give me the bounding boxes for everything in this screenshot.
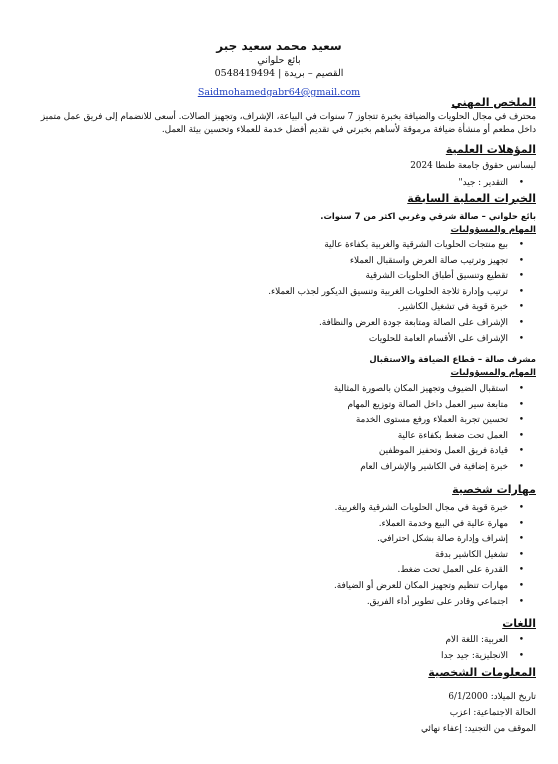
- contact-line: القصيم – بريدة | 0548419494: [214, 68, 344, 79]
- job-title: بائع حلواني: [257, 55, 301, 66]
- personal-info-heading: المعلومات الشخصية: [428, 666, 536, 679]
- education-grade: • التقدير : جيد": [459, 176, 536, 192]
- marital-status-row: [450, 706, 536, 721]
- list-item: • العمل تحت ضغط بكفاءة عالية: [334, 429, 536, 445]
- list-item: • تشغيل الكاشير بدقة: [334, 548, 536, 564]
- skills-list: [334, 501, 536, 610]
- birth-date-value: 6/1/2000: [448, 692, 488, 702]
- list-item: • مهارات تنظيم وتجهيز المكان للعرض أو الضيافة.: [334, 579, 536, 595]
- list-item: • مهارة عالية في البيع وخدمة العملاء.: [334, 517, 536, 533]
- email-link[interactable]: Saidmohamedgabr64@gmail.com: [197, 87, 361, 98]
- languages-list: [441, 633, 536, 664]
- job2-title: مشرف صالة – قطاع الضيافة والاستقبال: [369, 354, 536, 364]
- military-status-label: الموقف من التجنيد:: [464, 724, 536, 734]
- job2-duties-heading: المهام والمسؤوليات: [450, 368, 536, 378]
- list-item: • بيع منتجات الحلويات الشرقية والغربية بكفاءة عالية: [268, 238, 536, 254]
- list-item: • الانجليزية: جيد جدا: [441, 649, 536, 665]
- list-item: • اجتماعي وقادر على تطوير أداء الفريق.: [334, 595, 536, 611]
- list-item: • تقطيع وتنسيق أطباق الحلويات الشرقية: [268, 269, 536, 285]
- job2-duties-list: [334, 382, 536, 476]
- skills-heading: مهارات شخصية: [452, 483, 536, 496]
- list-item: • خبرة إضافية في الكاشير والإشراف العام: [334, 460, 536, 476]
- marital-status-value: اعزب: [449, 708, 471, 718]
- list-item: • الإشراف على الصالة ومتابعة جودة العرض والنظافة.: [268, 316, 536, 332]
- education-heading: المؤهلات العلمية: [445, 143, 536, 156]
- resume-header: [0, 38, 558, 99]
- military-status-row: [421, 722, 536, 737]
- marital-status-label: الحالة الاجتماعية:: [473, 708, 536, 718]
- list-item: • تجهيز وترتيب صالة العرض واستقبال العملاء: [268, 254, 536, 270]
- summary-heading: الملخص المهني: [451, 96, 536, 109]
- education-degree: ليسانس حقوق جامعة طنطا 2024: [410, 161, 536, 171]
- languages-heading: اللغات: [502, 617, 536, 630]
- list-item: • إشراف وإدارة صالة بشكل احترافي.: [334, 532, 536, 548]
- job1-duties-heading: المهام والمسؤوليات: [450, 225, 536, 235]
- list-item: • القدرة على العمل تحت ضغط.: [334, 563, 536, 579]
- list-item: • استقبال الضيوف وتجهيز المكان بالصورة المثالية: [334, 382, 536, 398]
- list-item: • ترتيب وإدارة ثلاجة الحلويات الغربية وتنسيق الديكور لجذب العملاء.: [268, 285, 536, 301]
- birth-date-row: [448, 690, 536, 705]
- list-item: • العربية: اللغة الام: [441, 633, 536, 649]
- birth-date-label: تاريخ الميلاد:: [490, 692, 536, 702]
- experience-heading: الخبرات العملية السابقة: [407, 192, 536, 205]
- job1-title: بائع حلواني – صالة شرقي وغربي اكثر من 7 سنوات.: [320, 211, 536, 221]
- military-status-value: إعفاء نهائي: [421, 724, 462, 734]
- summary-text: محترف في مجال الحلويات والضيافة بخبرة تتجاوز 7 سنوات في البياعة، الإشراف، وتجهيز الصالات. أسعى للانضمام إلى فريق عمل متميز داخل مطعم أو منشأة ضيافة مرموقة لأساهم بخبرتي في تقديم أفضل خدمة للعملاء وتحسين بيئة العمل.: [40, 112, 536, 135]
- list-item: • متابعة سير العمل داخل الصالة وتوزيع المهام: [334, 398, 536, 414]
- applicant-name: سعيد محمد سعيد جبر: [216, 39, 342, 53]
- list-item: • خبرة قوية في مجال الحلويات الشرقية والغربية.: [334, 501, 536, 517]
- job1-duties-list: [268, 238, 536, 347]
- list-item: • قيادة فريق العمل وتحفيز الموظفين: [334, 444, 536, 460]
- list-item: • خبرة قوية في تشغيل الكاشير.: [268, 300, 536, 316]
- education-list: [459, 176, 536, 192]
- list-item: • تحسين تجربة العملاء ورفع مستوى الخدمة: [334, 413, 536, 429]
- list-item: • الإشراف على الأقسام العامة للحلويات: [268, 332, 536, 348]
